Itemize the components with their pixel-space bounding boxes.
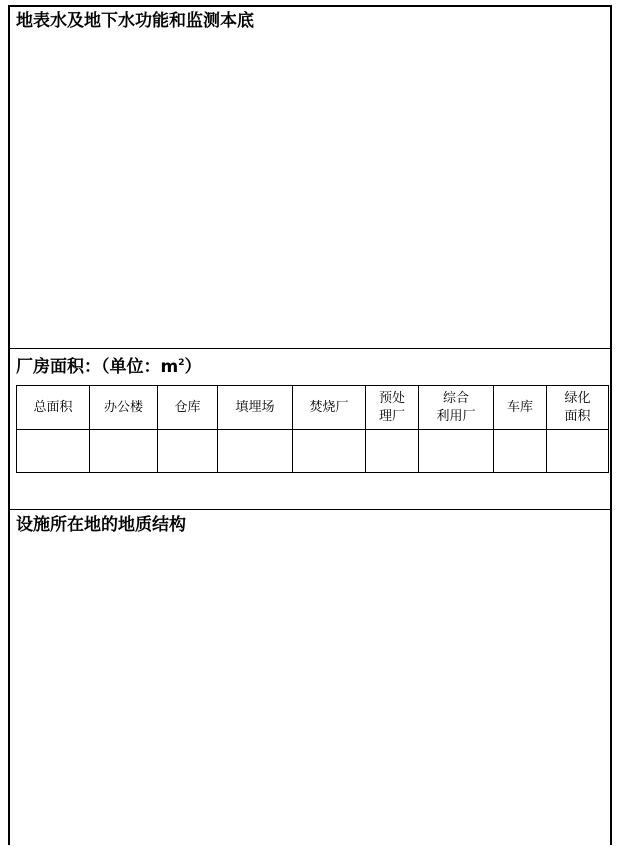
plant-area-table — [16, 385, 609, 473]
value-cell[interactable] — [218, 430, 293, 473]
value-cell[interactable] — [419, 430, 494, 473]
plant-area-value-row — [17, 430, 609, 473]
header-warehouse: 仓库 — [158, 386, 218, 430]
geology-section — [10, 509, 610, 849]
header-utilization-plant: 综合 利用厂 — [419, 386, 494, 430]
form-frame — [8, 5, 612, 845]
value-cell[interactable] — [366, 430, 419, 473]
plant-area-title: 厂房面积：（单位：$m^2$） — [16, 357, 202, 377]
value-cell[interactable] — [293, 430, 366, 473]
plant-area-header-row — [17, 386, 609, 430]
header-office-building: 办公楼 — [90, 386, 158, 430]
header-total-area: 总面积 — [17, 386, 90, 430]
header-pretreatment-plant: 预处 理厂 — [366, 386, 419, 430]
value-cell[interactable] — [547, 430, 609, 473]
header-garage: 车库 — [494, 386, 547, 430]
surface-water-section — [10, 7, 610, 348]
plant-area-section — [10, 348, 610, 509]
surface-water-title: 地表水及地下水功能和监测本底 — [16, 11, 254, 31]
value-cell[interactable] — [494, 430, 547, 473]
geology-title: 设施所在地的地质结构 — [16, 515, 186, 535]
value-cell[interactable] — [90, 430, 158, 473]
value-cell[interactable] — [158, 430, 218, 473]
header-incineration-plant: 焚烧厂 — [293, 386, 366, 430]
header-landfill: 填埋场 — [218, 386, 293, 430]
value-cell[interactable] — [17, 430, 90, 473]
header-green-area: 绿化 面积 — [547, 386, 609, 430]
